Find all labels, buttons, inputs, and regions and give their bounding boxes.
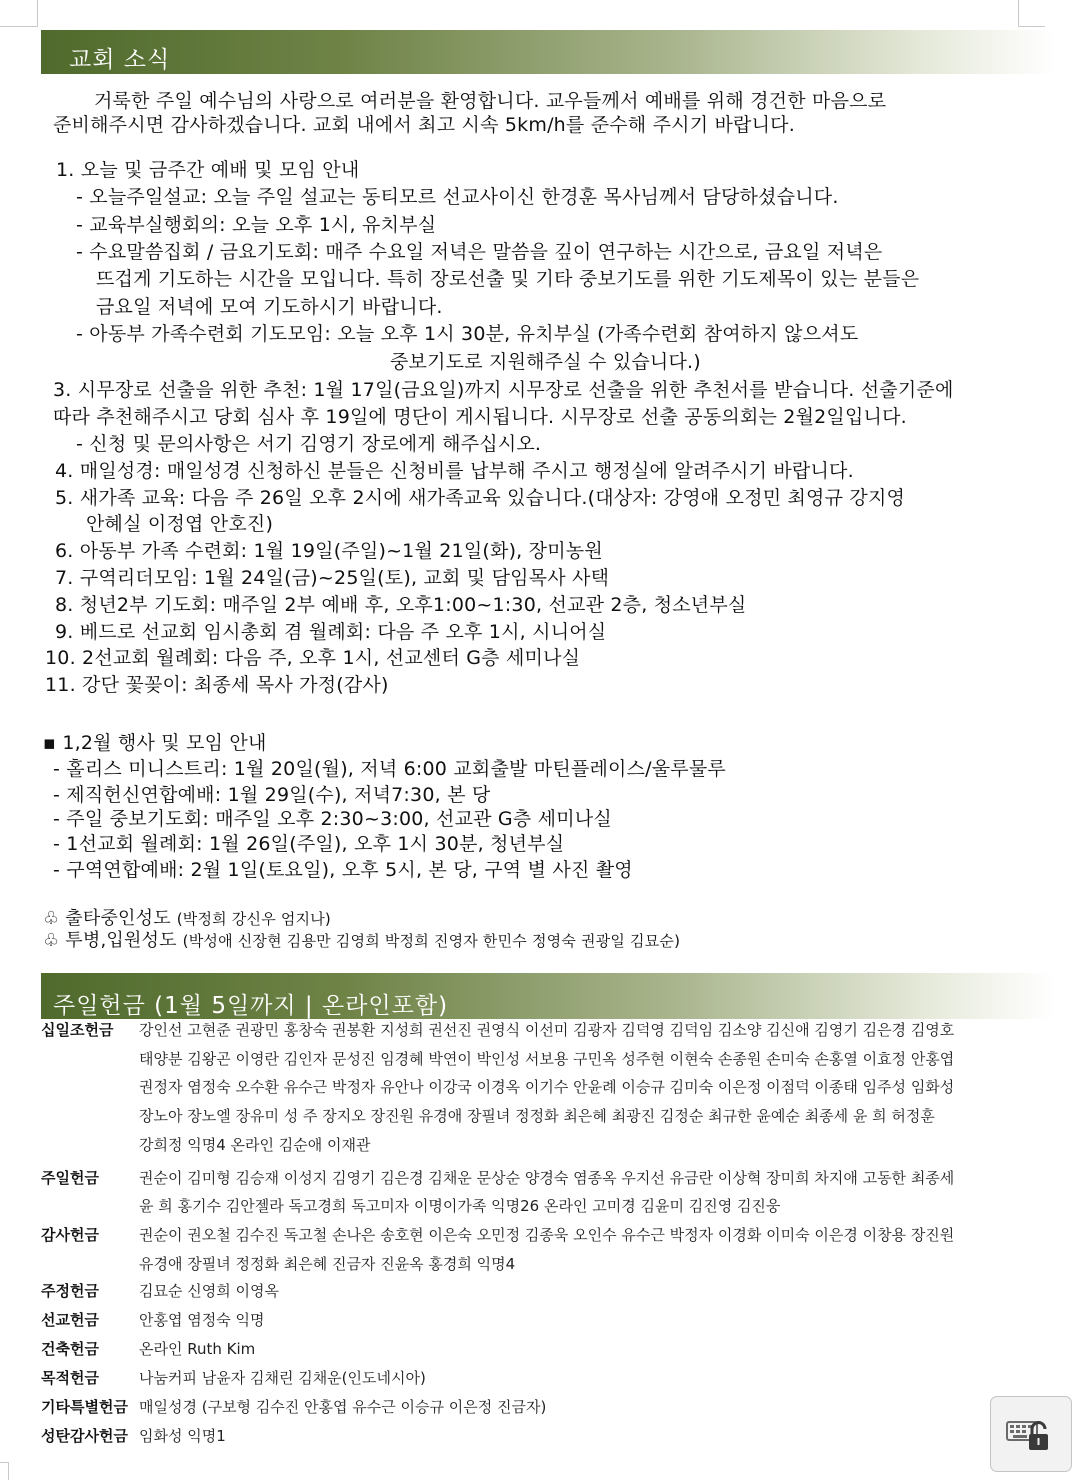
notice-item: - 수요말씀집회 / 금요기도회: 매주 수요일 저녁은 말씀을 깊이 연구하는 시간으로, 금요일 저녁은 [76, 241, 883, 263]
welcome-text-2: 준비해주시면 감사하겠습니다. 교회 내에서 최고 시속 5km/h를 준수해 주시기 바랍니다. [53, 114, 795, 136]
events-heading: ▪ 1,2월 행사 및 모임 안내 [43, 732, 267, 754]
offering-names: 권순이 권오철 김수진 독고철 손나은 송호현 이은숙 오민정 김종욱 오인수 유수근 박정자 이경화 이미숙 이은경 이창용 장진원 [139, 1226, 955, 1244]
offerings-banner [41, 973, 1055, 1019]
care-names: (박정희 강신우 엄지나) [176, 910, 331, 928]
offering-names: 강인선 고현준 권광민 홍창숙 권봉환 지성희 권선진 권영식 이선미 김광자 김덕영 김덕임 김소양 김신애 김영기 김은경 김영호 [139, 1021, 955, 1039]
notice-heading-3-cont: 따라 추천해주시고 당회 심사 후 19일에 명단이 게시됩니다. 시무장로 선출 공동의회는 2월2일입니다. [53, 406, 907, 428]
offering-label-purpose: 목적헌금 [41, 1369, 99, 1387]
notice-heading-7: 7. 구역리더모임: 1월 24일(금)~25일(토), 교회 및 담임목사 사택 [55, 567, 610, 589]
event-item: - 주일 중보기도회: 매주일 오후 2:30~3:00, 선교관 G층 세미나실 [53, 808, 612, 830]
offering-names: 권순이 김미형 김승재 이성지 김영기 김은경 김채운 문상순 양경숙 염종옥 우지선 유금란 이상혁 장미희 차지애 고동한 최종세 [139, 1169, 955, 1187]
offering-label-weekly: 주정헌금 [41, 1282, 99, 1300]
notice-item-cont: 금요일 저녁에 모여 기도하시기 바랍니다. [96, 296, 443, 318]
keyboard-lock-button[interactable] [990, 1396, 1072, 1472]
offering-label-christmas: 성탄감사헌금 [41, 1427, 128, 1445]
offering-label-mission: 선교헌금 [41, 1311, 99, 1329]
notice-heading-11: 11. 강단 꽃꽂이: 최종세 목사 가정(감사) [45, 674, 389, 696]
notice-heading-10: 10. 2선교회 월례회: 다음 주, 오후 1시, 선교센터 G층 세미나실 [45, 647, 581, 669]
clover-icon: ♧ [43, 930, 60, 951]
offering-label-thanks: 감사헌금 [41, 1226, 99, 1244]
offering-names: 유경애 장필녀 정정화 최은혜 진금자 진윤옥 홍경희 익명4 [139, 1255, 516, 1273]
offering-names: 윤 희 홍기수 김안젤라 독고경희 독고미자 이명이가족 익명26 온라인 고미경 김윤미 김진영 김진웅 [139, 1197, 781, 1215]
offering-label-special: 기타특별헌금 [41, 1398, 128, 1416]
notice-item: - 아동부 가족수련회 기도모임: 오늘 오후 1시 30분, 유치부실 (가족수련회 참여하지 않으셔도 [76, 323, 859, 345]
event-item: - 1선교회 월례회: 1월 26일(주일), 오후 1시 30분, 청년부실 [53, 833, 565, 855]
offering-names: 태양분 김왕곤 이영란 김인자 문성진 임경혜 박연이 박인성 서보용 구민옥 성주현 이현숙 손종원 손미숙 손홍열 이효정 안홍엽 [139, 1050, 955, 1068]
offering-label-sunday: 주일헌금 [41, 1169, 99, 1187]
event-item: - 홀리스 미니스트리: 1월 20일(월), 저녁 6:00 교회출발 마틴플레이스/울루물루 [53, 758, 726, 780]
notice-item: - 오늘주일설교: 오늘 주일 설교는 동티모르 선교사이신 한경훈 목사님께서 담당하셨습니다. [76, 186, 839, 208]
offering-names: 권정자 염정숙 오수환 유수근 박정자 유안나 이강국 이경옥 이기수 안윤례 이승규 김미숙 이은정 이점덕 이종태 임주성 임화성 [139, 1078, 955, 1096]
care-row-hospital [43, 928, 680, 954]
notice-heading-3: 3. 시무장로 선출을 위한 추천: 1월 17일(금요일)까지 시무장로 선출을 위한 추천서를 받습니다. 선출기준에 [53, 379, 954, 401]
notice-heading-6: 6. 아동부 가족 수련회: 1월 19일(주일)~1월 21일(화), 장미농원 [55, 540, 603, 562]
offering-names: 김묘순 신영희 이영옥 [139, 1282, 279, 1300]
notice-heading-9: 9. 베드로 선교회 임시총회 겸 월례회: 다음 주 오후 1시, 시니어실 [55, 621, 607, 643]
keyboard-lock-icon [991, 1397, 1071, 1471]
notice-item-cont: 중보기도로 지원해주실 수 있습니다.) [390, 351, 701, 373]
offering-label-tithe: 십일조헌금 [41, 1021, 114, 1039]
church-news-banner [41, 30, 1055, 74]
care-label: 출타중인성도 [65, 908, 171, 929]
offering-names: 장노아 장노엘 장유미 성 주 장지오 장진원 유경애 장필녀 정정화 최은혜 최광진 김정순 최규한 윤예순 최종세 윤 희 허정훈 [139, 1107, 935, 1125]
offering-names: 온라인 Ruth Kim [139, 1340, 256, 1358]
crop-mark-top-right [1018, 0, 1045, 27]
notice-item-cont: 뜨겁게 기도하는 시간을 모입니다. 특히 장로선출 및 기타 중보기도를 위한 기도제목이 있는 분들은 [96, 268, 920, 290]
event-item: - 구역연합예배: 2월 1일(토요일), 오후 5시, 본 당, 구역 별 사진 촬영 [53, 859, 633, 881]
event-item: - 제직헌신연합예배: 1월 29일(수), 저녁7:30, 본 당 [53, 784, 491, 806]
offering-names: 안홍엽 염정숙 익명 [139, 1311, 265, 1329]
notice-heading-1: 1. 오늘 및 금주간 예배 및 모임 안내 [56, 159, 360, 181]
clover-icon: ♧ [43, 908, 60, 929]
care-label: 투병,입원성도 [65, 930, 177, 951]
notice-item: - 교육부실행회의: 오늘 오후 1시, 유치부실 [76, 214, 437, 236]
offering-names: 매일성경 (구보형 김수진 안홍엽 유수근 이승규 이은정 진금자) [139, 1398, 547, 1416]
offering-label-building: 건축헌금 [41, 1340, 99, 1358]
offering-names: 나눔커피 남윤자 김채린 김채운(인도네시아) [139, 1369, 426, 1387]
notice-heading-4: 4. 매일성경: 매일성경 신청하신 분들은 신청비를 납부해 주시고 행정실에 알려주시기 바랍니다. [55, 460, 854, 482]
notice-heading-5: 5. 새가족 교육: 다음 주 26일 오후 2시에 새가족교육 있습니다.(대상자: 강영애 오정민 최영규 강지영 [55, 487, 906, 509]
welcome-text-1: 거룩한 주일 예수님의 사랑으로 여러분을 환영합니다. 교우들께서 예배를 위해 경건한 마음으로 [94, 90, 887, 112]
notice-heading-5-cont: 안혜실 이정엽 안호진) [86, 513, 274, 535]
offering-names: 강희정 익명4 온라인 김순애 이재관 [139, 1136, 371, 1154]
care-names: (박성애 신장현 김용만 김영희 박정희 진영자 한민수 정영숙 권광일 김묘순) [182, 932, 681, 950]
notice-item: - 신청 및 문의사항은 서기 김영기 장로에게 해주십시오. [76, 433, 542, 455]
church-news-title: 교회 소식 [69, 47, 171, 73]
crop-mark-bottom-left [0, 1462, 9, 1480]
notice-heading-8: 8. 청년2부 기도회: 매주일 2부 예배 후, 오후1:00~1:30, 선교관 2층, 청소년부실 [55, 594, 747, 616]
offerings-title: 주일헌금 (1월 5일까지 | 온라인포함) [53, 993, 449, 1019]
offering-names: 임화성 익명1 [139, 1427, 226, 1445]
crop-mark-top-left [0, 0, 38, 27]
